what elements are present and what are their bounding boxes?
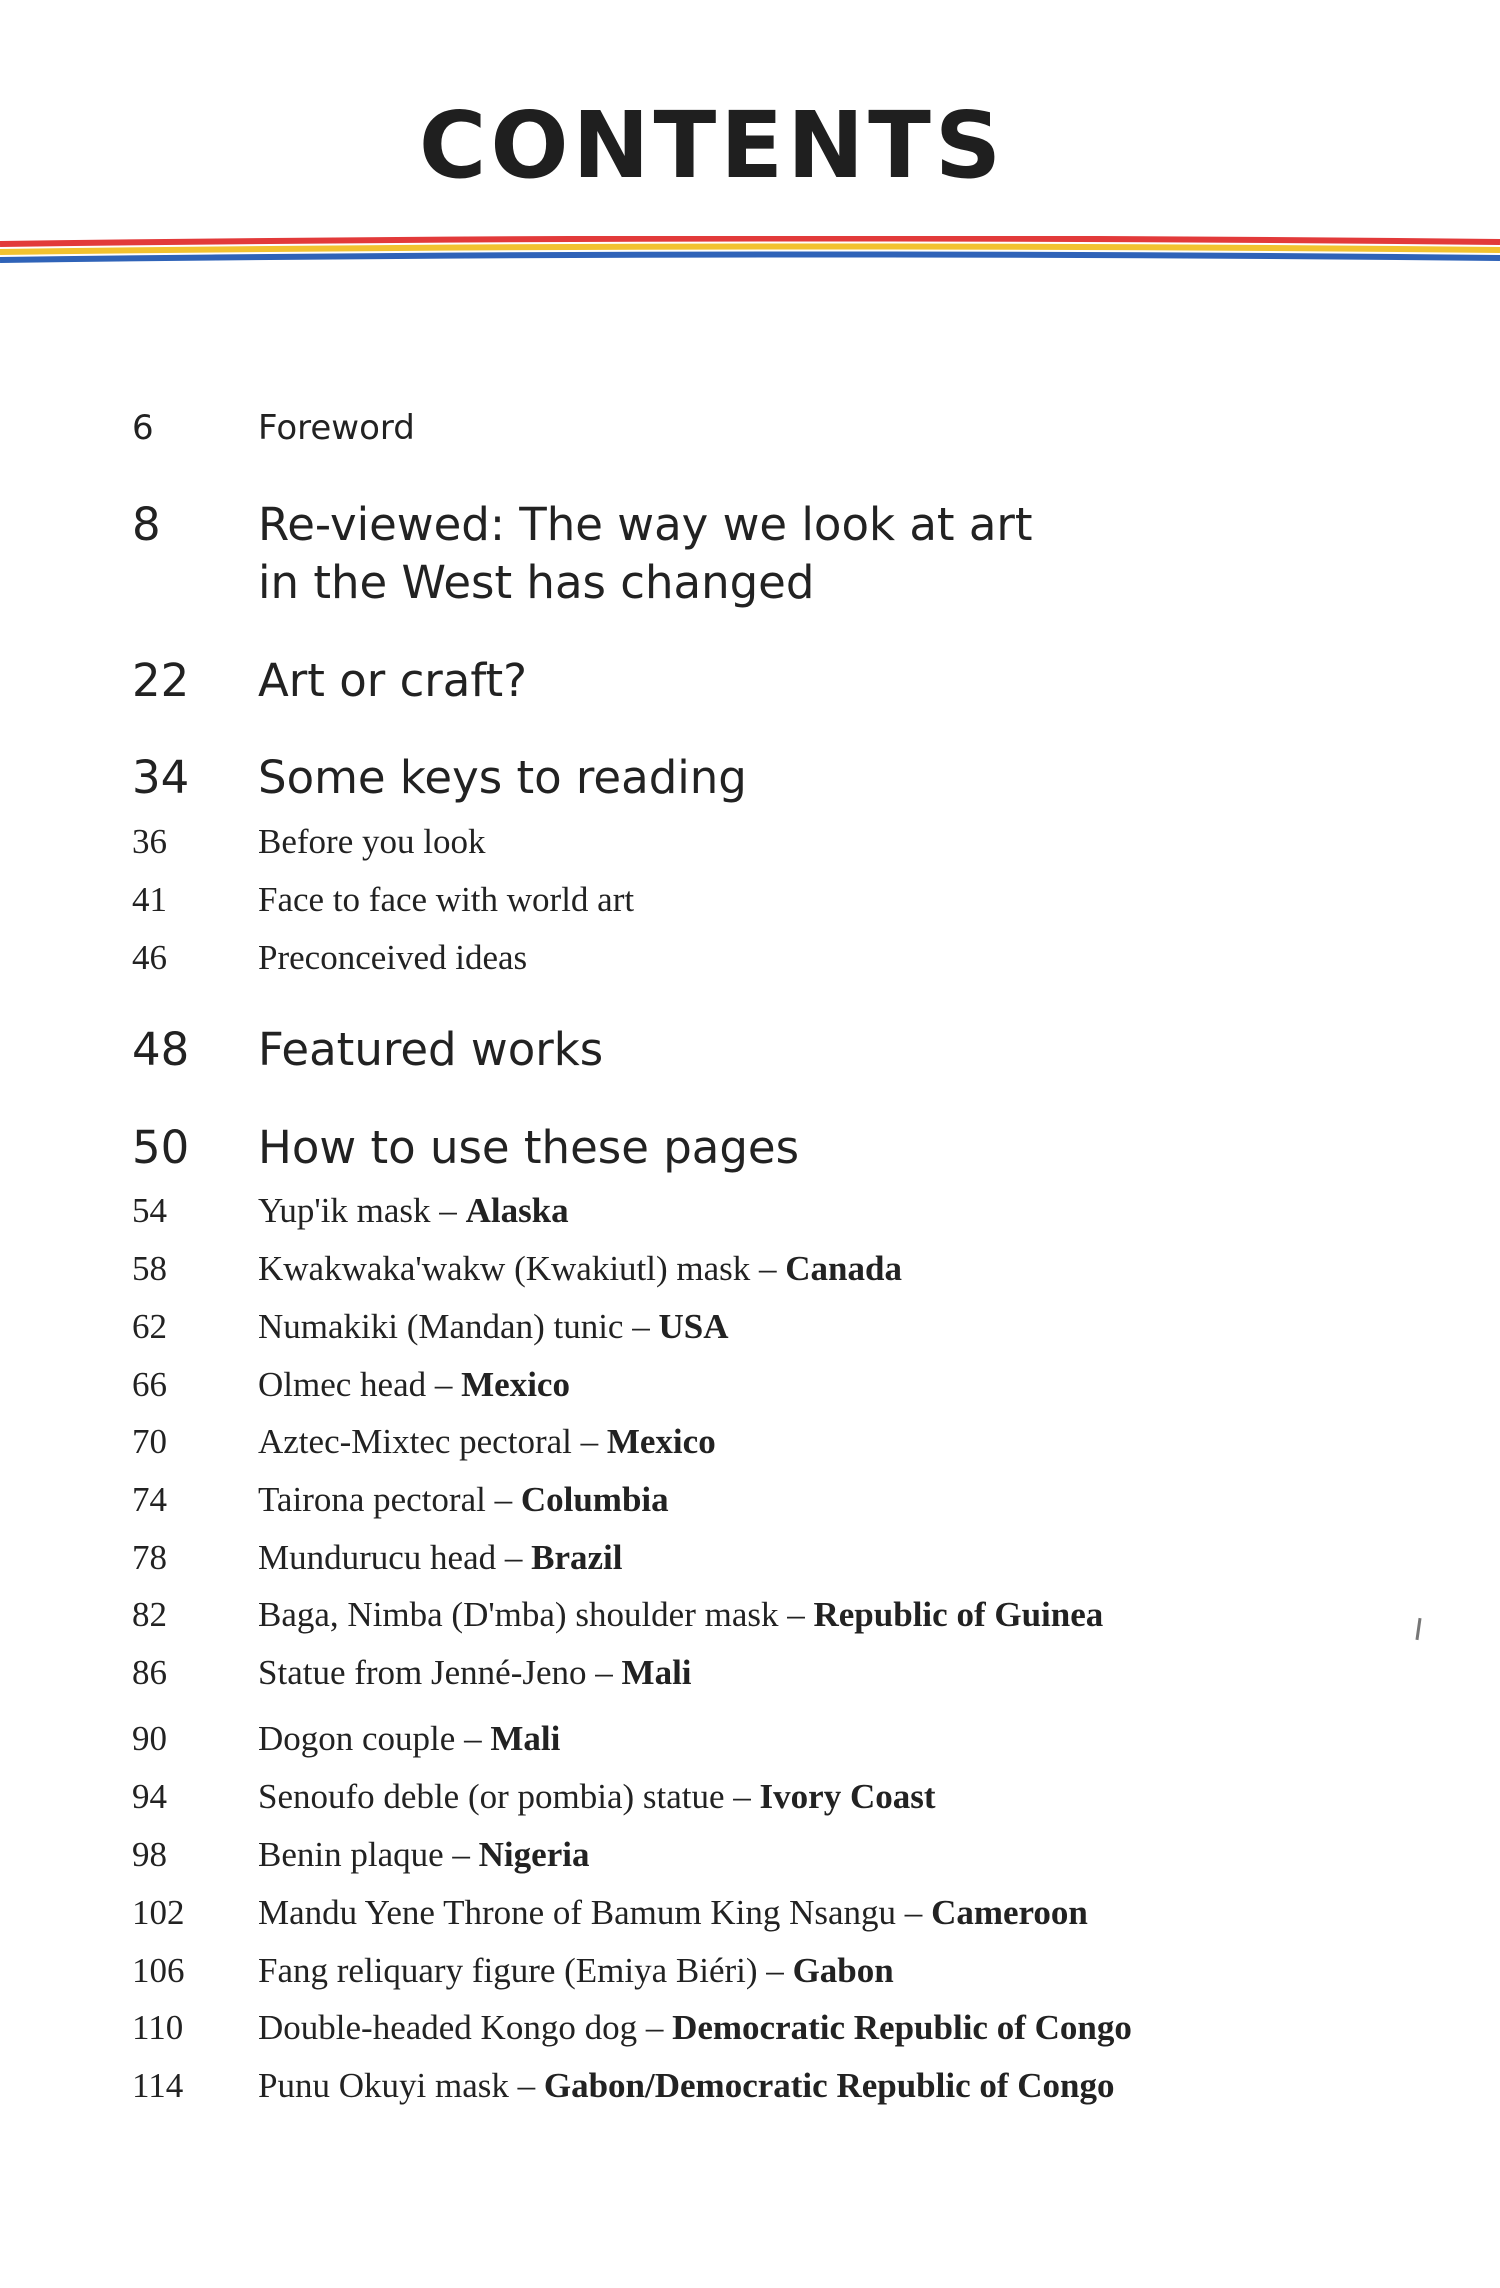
- work-title: Dogon couple –: [258, 1719, 491, 1758]
- work-country: Ivory Coast: [759, 1777, 936, 1816]
- page-number: 58: [132, 1249, 167, 1288]
- work-title: Yup'ik mask –: [258, 1191, 466, 1230]
- work-country: Alaska: [465, 1191, 569, 1230]
- page-title: CONTENTS: [418, 92, 1006, 199]
- work-title: Senoufo deble (or pombia) statue –: [258, 1777, 760, 1816]
- work-country: Nigeria: [478, 1835, 590, 1874]
- red-stripe: [0, 238, 1500, 244]
- page-number: 94: [132, 1777, 167, 1816]
- work-country: Mexico: [461, 1365, 570, 1404]
- entry-title-line2: in the West has changed: [258, 556, 815, 609]
- yellow-stripe: [0, 246, 1500, 252]
- work-title: Tairona pectoral –: [258, 1480, 521, 1519]
- work-country: Columbia: [520, 1480, 669, 1519]
- work-title: Mundurucu head –: [258, 1538, 532, 1577]
- page-number: 48: [132, 1023, 190, 1076]
- work-title: Punu Okuyi mask –: [258, 2066, 544, 2105]
- page-number: 78: [132, 1538, 167, 1577]
- page-number: 70: [132, 1422, 167, 1461]
- work-country: Mali: [490, 1719, 561, 1758]
- page-number: 98: [132, 1835, 167, 1874]
- page-number: 110: [132, 2008, 184, 2047]
- page-number: 50: [132, 1121, 190, 1174]
- entry-title: Featured works: [258, 1023, 604, 1076]
- entry-title: How to use these pages: [258, 1121, 800, 1174]
- work-title: Numakiki (Mandan) tunic –: [258, 1307, 659, 1346]
- work-title: Statue from Jenné-Jeno –: [258, 1653, 622, 1692]
- work-title: Baga, Nimba (D'mba) shoulder mask –: [258, 1595, 814, 1634]
- work-title: Benin plaque –: [258, 1835, 479, 1874]
- scan-speck: [1415, 1618, 1421, 1640]
- work-title: Olmec head –: [258, 1365, 462, 1404]
- work-country: USA: [658, 1307, 729, 1346]
- page-number: 114: [132, 2066, 184, 2105]
- work-country: Brazil: [531, 1538, 623, 1577]
- page-number: 34: [132, 751, 190, 804]
- page-number: 74: [132, 1480, 167, 1519]
- entry-title: Foreword: [258, 408, 415, 448]
- page-number: 54: [132, 1191, 167, 1230]
- work-title: Double-headed Kongo dog –: [258, 2008, 673, 2047]
- page-number: 22: [132, 654, 190, 707]
- page-number: 36: [132, 822, 167, 861]
- page-number: 66: [132, 1365, 167, 1404]
- color-stripes: [0, 236, 1500, 270]
- work-title: Aztec-Mixtec pectoral –: [258, 1422, 607, 1461]
- entry-title: Face to face with world art: [258, 880, 635, 919]
- work-title: Mandu Yene Throne of Bamum King Nsangu –: [258, 1893, 932, 1932]
- entry-title: Some keys to reading: [258, 751, 747, 804]
- entry-title-line1: Re-viewed: The way we look at art: [258, 498, 1033, 551]
- page-number: 106: [132, 1951, 185, 1990]
- work-country: Canada: [785, 1249, 902, 1288]
- entry-title: Preconceived ideas: [258, 938, 528, 977]
- work-country: Gabon: [792, 1951, 894, 1990]
- work-title: Kwakwaka'wakw (Kwakiutl) mask –: [258, 1249, 786, 1288]
- page-number: 46: [132, 938, 167, 977]
- page-number: 102: [132, 1893, 185, 1932]
- work-country: Mali: [621, 1653, 692, 1692]
- page-number: 6: [132, 408, 154, 448]
- work-country: Mexico: [606, 1422, 716, 1461]
- blue-stripe: [0, 254, 1500, 260]
- work-country: Democratic Republic of Congo: [672, 2008, 1132, 2047]
- work-country: Gabon/Democratic Republic of Congo: [543, 2066, 1115, 2105]
- page-number: 86: [132, 1653, 167, 1692]
- page-number: 90: [132, 1719, 167, 1758]
- work-title: Fang reliquary figure (Emiya Biéri) –: [258, 1951, 793, 1990]
- work-country: Republic of Guinea: [813, 1595, 1104, 1634]
- page-number: 62: [132, 1307, 167, 1346]
- page-number: 8: [132, 498, 161, 551]
- work-country: Cameroon: [931, 1893, 1088, 1932]
- page-number: 82: [132, 1595, 167, 1634]
- page-number: 41: [132, 880, 167, 919]
- entry-title: Before you look: [258, 822, 486, 861]
- entry-title: Art or craft?: [258, 654, 527, 707]
